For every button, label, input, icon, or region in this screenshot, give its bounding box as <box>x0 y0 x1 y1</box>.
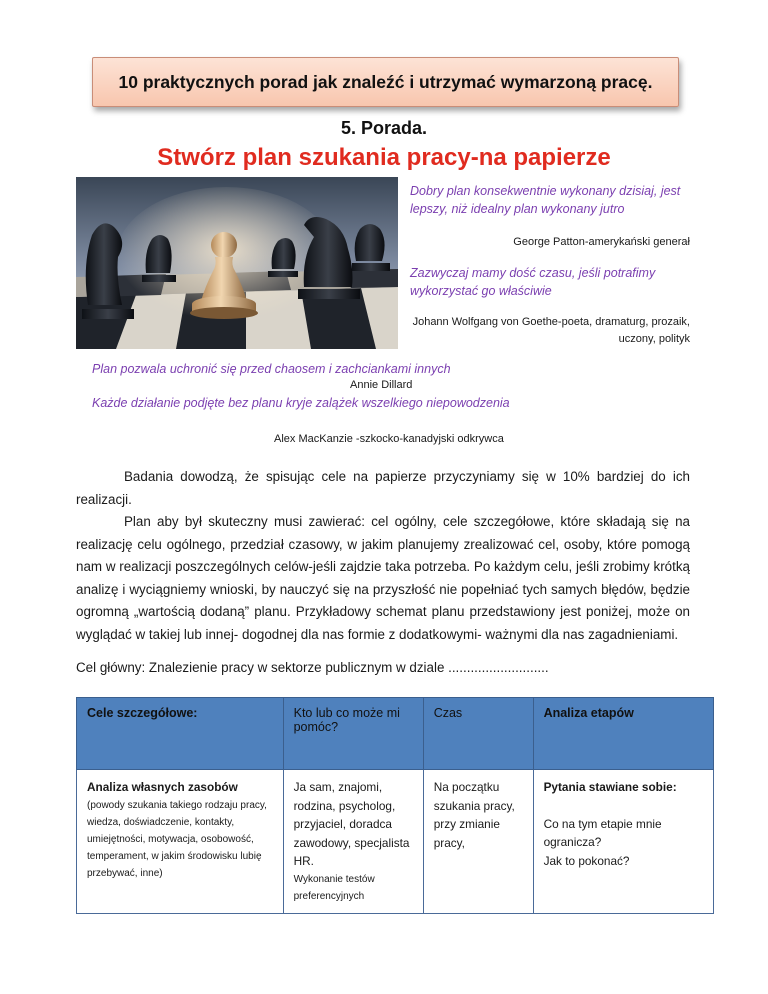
quote-2-author: Johann Wolfgang von Goethe-poeta, dramaturg, prozaik, uczony, polityk <box>412 316 690 345</box>
goal-detail: (powody szukania takiego rodzaju pracy, wiedza, doświadczenie, kontakty, umiejętności, motywacja, osobowość, temperament, w jakim środowisku lubię przebywać, inne) <box>87 799 267 879</box>
main-goal: Cel główny: Znalezienie pracy w sektorze publicznym w dziale ........................... <box>76 660 549 675</box>
banner-title: 10 praktycznych porad jak znaleźć i utrzymać wymarzoną pracę. <box>118 71 653 92</box>
table-header-time: Czas <box>423 698 533 770</box>
table-header-helpers: Kto lub co może mi pomóc? <box>283 698 423 770</box>
time-text: Na początku szukania pracy, przy zmianie pracy, <box>433 780 515 850</box>
goal-title: Analiza własnych zasobów <box>87 780 238 794</box>
quote-1-text: Dobry plan konsekwentnie wykonany dzisiaj, jest lepszy, niż idealny plan wykonany jutro <box>410 184 681 216</box>
table-header-analysis: Analiza etapów <box>533 698 713 770</box>
plan-table <box>76 697 714 914</box>
quote-2-text: Zazwyczaj mamy dość czasu, jeśli potrafimy wykorzystać go właściwie <box>410 266 656 298</box>
body-paragraph-1: Badania dowodzą, że spisując cele na papierze przyczyniamy się w 10% bardziej do ich realizacji. <box>76 469 690 507</box>
quote-3-author: Annie Dillard <box>350 379 413 391</box>
table-cell-analysis <box>533 770 713 914</box>
document-banner <box>92 57 679 107</box>
helpers-tests: Wykonanie testów preferencyjnych <box>293 873 375 902</box>
quote-3-text: Plan pozwala uchronić się przed chaosem i zachciankami innych <box>92 362 451 376</box>
body-text <box>76 466 690 646</box>
analysis-question-2: Jak to pokonać? <box>543 853 630 868</box>
table-cell-time <box>423 770 533 914</box>
tip-title: Stwórz plan szukania pracy-na papierze <box>157 144 611 171</box>
helpers-text: Ja sam, znajomi, rodzina, psycholog, przyjaciel, doradca zawodowy, specjalista HR. <box>293 780 410 868</box>
chess-pawn-image <box>76 177 398 349</box>
table-cell-goal <box>77 770 284 914</box>
analysis-question-1: Co na tym etapie mnie ogranicza? <box>543 816 662 849</box>
quote-4-text: Każde działanie podjęte bez planu kryje zalążek wszelkiego niepowodzenia <box>92 396 510 410</box>
quote-4-author: Alex MacKanzie -szkocko-kanadyjski odkrywca <box>274 433 504 445</box>
tip-number: 5. Porada. <box>340 118 428 138</box>
body-paragraph-2: Plan aby był skuteczny musi zawierać: cel ogólny, cele szczegółowe, które składają się na realizację celu ogólnego, przedział czasowy, w jakim planujemy zrealizować cel, osoby, które pomogą nam w realizacji poszczególnych celów-jeśli zajdzie taka potrzeba. Po każdym celu, jeśli zrobimy krótką analizę i wyciągniemy wnioski, by nauczyć się na przyszłość nie popełniać tych samych błędów, będzie ogromną „wartością dodaną” planu. Przykładowy schemat planu przedstawiony jest poniżej, może on wyglądać w takiej lub innej- dogodnej dla nas formie z dodatkowymi- ważnymi dla nas zagadnieniami. <box>76 514 690 642</box>
table-header-goals: Cele szczegółowe: <box>77 698 284 770</box>
table-header-row <box>77 698 714 770</box>
table-row <box>77 770 714 914</box>
table-cell-helpers <box>283 770 423 914</box>
analysis-title: Pytania stawiane sobie: <box>543 780 677 794</box>
quote-1-author: George Patton-amerykański generał <box>513 236 690 248</box>
